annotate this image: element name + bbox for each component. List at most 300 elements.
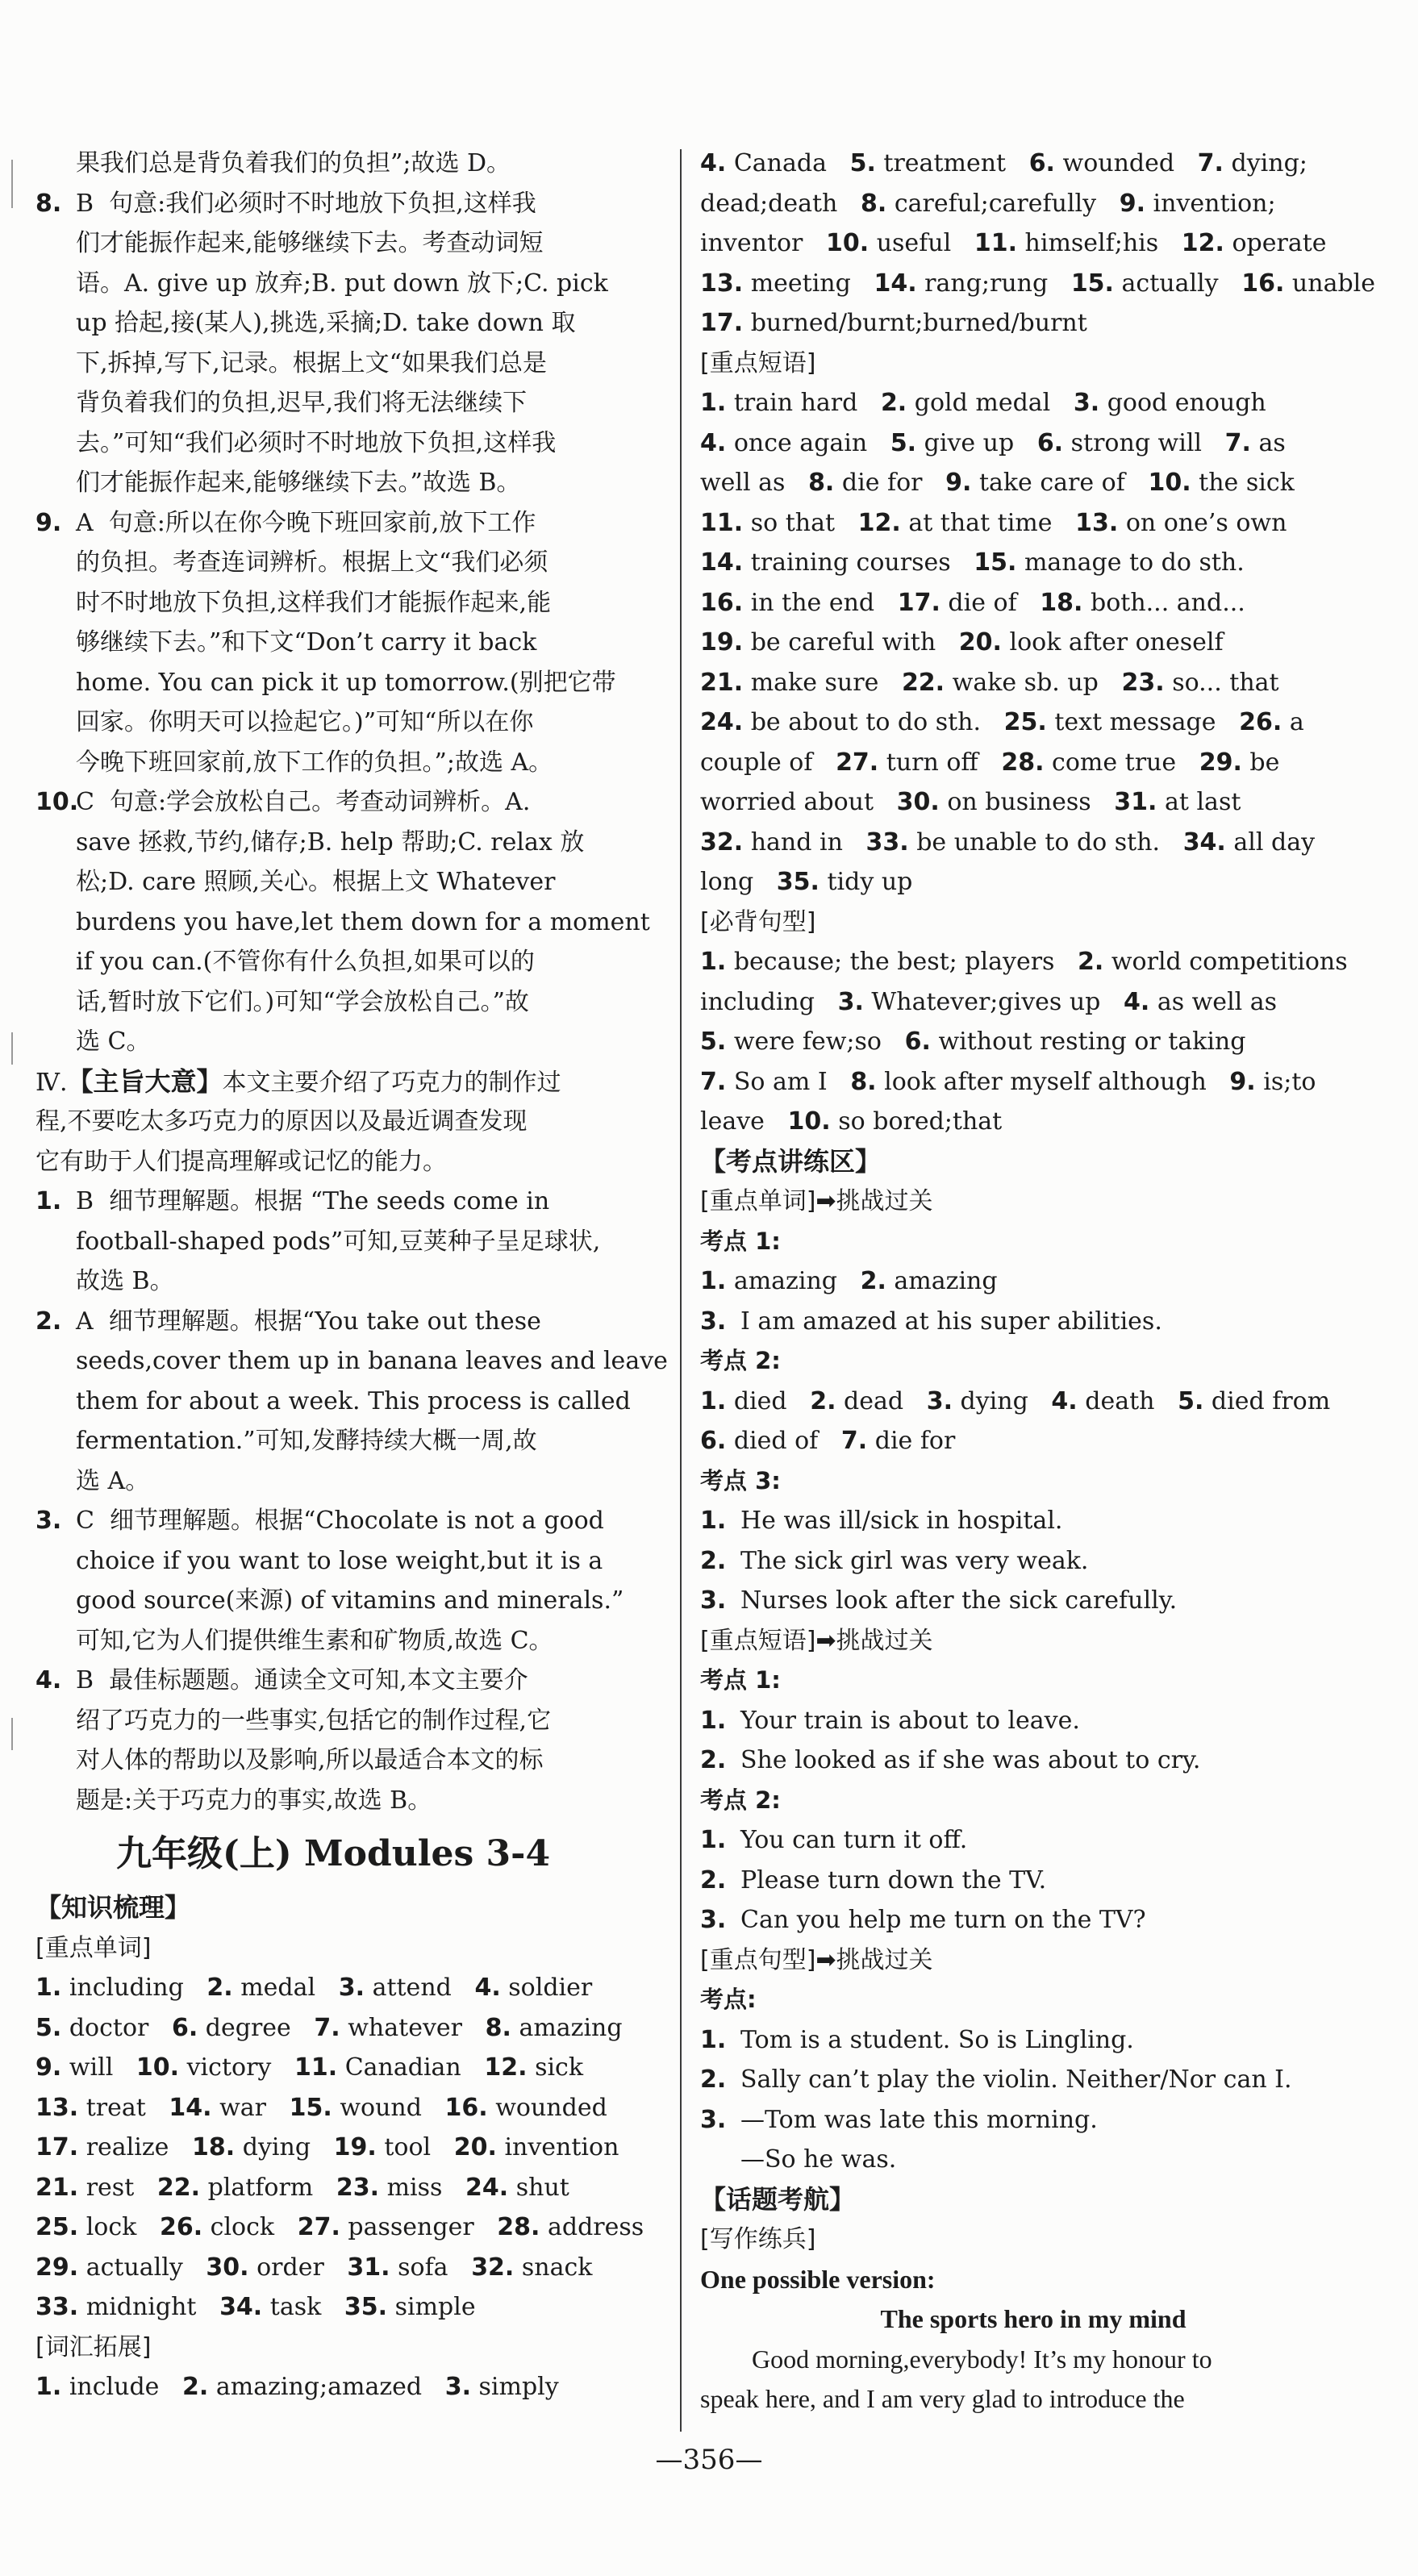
item-text: a xyxy=(1289,708,1304,736)
item-number: 31. xyxy=(1114,788,1157,816)
numbered-sentence xyxy=(700,1740,1366,1781)
subsection-heading: [重点短语] xyxy=(700,348,816,377)
item-text: invention; xyxy=(1153,189,1276,218)
item-text: Canada xyxy=(733,149,827,177)
item-text: soldier xyxy=(508,1974,593,2002)
item-text: died from xyxy=(1211,1386,1331,1415)
item-number: 3. xyxy=(700,2105,727,2134)
item-number: 23. xyxy=(1121,668,1165,697)
item-number: 3. xyxy=(837,987,864,1016)
item-text: as well as xyxy=(1157,987,1278,1016)
right-column xyxy=(700,144,1376,2420)
item-text: burned/burnt;burned/burnt xyxy=(750,309,1087,337)
item-number: 8. xyxy=(485,2013,511,2042)
item-number: 14. xyxy=(169,2093,212,2122)
item-text: Tom is a student. So is Lingling. xyxy=(740,2025,1134,2054)
test-point-label: 考点 2: xyxy=(700,1786,781,1814)
test-point-label: 考点 1: xyxy=(700,1666,781,1694)
module-title: 九年级(上) Modules 3-4 xyxy=(116,1833,551,1874)
item-number: 10. xyxy=(826,229,870,257)
numbered-sentence xyxy=(700,2100,1366,2140)
item-number: 6. xyxy=(171,2013,198,2042)
subsection-heading: [写作练兵] xyxy=(700,2225,816,2253)
item-number: 1. xyxy=(35,1974,62,2002)
column-divider xyxy=(680,149,682,2432)
item-number: 10. xyxy=(136,2053,180,2082)
item-number: 11. xyxy=(294,2053,338,2082)
edge-mark xyxy=(11,1718,13,1750)
item-number: 30. xyxy=(896,788,940,816)
item-text: rest xyxy=(85,2173,135,2202)
item-number: 30. xyxy=(206,2253,249,2282)
dialogue-reply: —So he was. xyxy=(740,2145,897,2174)
item-text: simple xyxy=(394,2293,476,2321)
item-number: 9. xyxy=(1119,189,1145,218)
item-number: 18. xyxy=(192,2133,236,2161)
item-text: amazing;amazed xyxy=(215,2373,423,2401)
key-phrases-list xyxy=(700,383,1366,902)
item-text: attend xyxy=(372,1974,452,2002)
item-text: include xyxy=(69,2373,160,2401)
item-text: So am I xyxy=(733,1067,828,1096)
item-number: 16. xyxy=(444,2093,488,2122)
item-text: so... that xyxy=(1172,668,1279,697)
item-text: unable xyxy=(1291,269,1376,298)
entry-line xyxy=(700,184,1366,224)
item-text: death xyxy=(1085,1386,1155,1415)
entry-line xyxy=(700,383,1366,423)
item-number: 3. xyxy=(444,2373,471,2401)
item-number: 18. xyxy=(1040,588,1083,617)
test-point-label: 考点 1: xyxy=(700,1227,781,1255)
item-number: 27. xyxy=(836,748,879,777)
essay-line: speak here, and I am very glad to introduce the xyxy=(700,2384,1185,2413)
item-text: himself;his xyxy=(1024,229,1159,257)
section-heading: 【话题考航】 xyxy=(700,2183,856,2215)
item-text: including xyxy=(700,987,815,1016)
version-label: One possible version: xyxy=(700,2264,936,2294)
edge-mark xyxy=(11,160,13,208)
essay-title: The sports hero in my mind xyxy=(880,2304,1187,2333)
item-number: 14. xyxy=(874,269,917,298)
item-number: 11. xyxy=(974,229,1017,257)
numbered-sentence xyxy=(700,1541,1366,1582)
item-number: 7. xyxy=(840,1427,868,1455)
item-text: Sally can’t play the violin. Neither/Nor can I. xyxy=(740,2065,1292,2094)
item-number: 5. xyxy=(35,2013,62,2042)
item-text: treatment xyxy=(883,149,1007,177)
vocab-extension-list xyxy=(700,144,1376,344)
item-text: amazing xyxy=(894,1267,998,1295)
subsection-heading: [重点单词] xyxy=(35,1933,152,1962)
section-heading: 【知识梳理】 xyxy=(35,1892,191,1923)
item-number: 6. xyxy=(700,1427,727,1455)
item-text: long xyxy=(700,868,754,896)
item-text: useful xyxy=(876,229,952,257)
item-text: leave xyxy=(700,1107,765,1136)
item-number: 20. xyxy=(453,2133,497,2161)
item-text: once again xyxy=(733,428,868,457)
item-text: gold medal xyxy=(914,389,1051,417)
item-number: 12. xyxy=(1181,229,1224,257)
entry-line xyxy=(700,862,1366,902)
item-number: 2. xyxy=(182,2373,209,2401)
item-number: 1. xyxy=(700,1386,727,1415)
item-number: 35. xyxy=(776,868,820,896)
item-text: degree xyxy=(205,2013,291,2042)
part-4-summary: Ⅳ.【主旨大意】本文主要介绍了巧克力的制作过 程,不要吃太多巧克力的原因以及最近调查发现 它有助于人们提高理解或记忆的能力。 xyxy=(35,1065,561,1176)
item-number: 13. xyxy=(1075,508,1119,537)
item-text: realize xyxy=(85,2133,169,2161)
item-number: 2. xyxy=(810,1386,836,1415)
item-number: 27. xyxy=(297,2213,340,2241)
answer-8: 8. B 句意:我们必须时不时地放下负担,这样我 们才能振作起来,能够继续下去。考查动词短 语。A. give up 放弃;B. put down 放下;C. pick up 拾起,接(某人),挑选,采摘;D. take down 取 下,拆掉,写下,记录。根据上文“如果我们总是 背负着我们的负担,迟早,我们将无法继续下 去。”可知“我们必须时不时地放下负担,这样我 们才能振作起来,能够继续下去。”故选 B。 xyxy=(35,189,608,497)
item-text: die for xyxy=(841,469,923,497)
item-text: Your train is about to leave. xyxy=(740,1706,1080,1735)
entry-line xyxy=(35,2287,673,2328)
item-text: wounded xyxy=(1062,149,1175,177)
item-text: both... and... xyxy=(1091,588,1245,617)
item-text: in the end xyxy=(750,588,875,617)
item-number: 9. xyxy=(1229,1067,1256,1096)
item-number: 3. xyxy=(700,1906,727,1934)
item-text: so that xyxy=(750,508,836,537)
item-text: look after myself although xyxy=(884,1067,1207,1096)
item-number: 4. xyxy=(1051,1386,1078,1415)
entry-line xyxy=(700,423,1366,464)
item-number: 5. xyxy=(700,1027,727,1056)
entry-line xyxy=(700,663,1366,703)
item-text: doctor xyxy=(69,2013,149,2042)
item-number: 32. xyxy=(700,827,744,857)
item-text: order xyxy=(256,2253,324,2282)
item-text: at that time xyxy=(908,508,1053,537)
item-text: dying xyxy=(960,1386,1028,1415)
item-number: 25. xyxy=(35,2213,79,2241)
item-number: 28. xyxy=(1001,748,1045,777)
item-text: wounded xyxy=(495,2093,607,2122)
item-text: on business xyxy=(947,788,1091,816)
item-text: Please turn down the TV. xyxy=(740,1865,1047,1894)
test-point-2-line xyxy=(700,1382,1366,1422)
entry-line xyxy=(700,543,1366,583)
entry-line xyxy=(700,1022,1366,1062)
numbered-sentence xyxy=(700,1701,1366,1741)
item-text: meeting xyxy=(750,269,851,298)
item-number: 29. xyxy=(1199,748,1242,777)
item-number: 12. xyxy=(484,2053,528,2082)
item-text: sick xyxy=(535,2053,584,2082)
item-text: so bored;that xyxy=(838,1107,1003,1136)
item-text: invention xyxy=(504,2133,619,2161)
item-text: treat xyxy=(85,2093,146,2122)
test-point-1-line xyxy=(700,1261,1366,1302)
item-number: 4. xyxy=(700,428,727,457)
entry-line xyxy=(700,503,1366,544)
item-text: were few;so xyxy=(733,1027,882,1056)
numbered-sentence xyxy=(700,1581,1366,1621)
item-text: war xyxy=(219,2093,267,2122)
item-number: 19. xyxy=(700,628,744,657)
item-text: Nurses look after the sick carefully. xyxy=(740,1586,1178,1615)
item-text: wound xyxy=(340,2093,422,2122)
item-number: 19. xyxy=(333,2133,377,2161)
item-text: look after oneself xyxy=(1009,628,1224,657)
item-text: Can you help me turn on the TV? xyxy=(740,1906,1146,1934)
item-number: 5. xyxy=(849,149,876,177)
numbered-sentence xyxy=(700,1820,1366,1861)
reading-answer-3: 3. C 细节理解题。根据“Chocolate is not a good choice if you want to lose weight,but it is a good source(来源) of vitamins and minerals.” 可知,它为人们提供维生素和矿物质,故选 C。 xyxy=(35,1507,624,1655)
item-text: actually xyxy=(1121,269,1219,298)
item-text: clock xyxy=(210,2213,275,2241)
item-text: die for xyxy=(874,1427,956,1455)
item-text: shut xyxy=(515,2173,569,2202)
numbered-sentence xyxy=(700,2020,1366,2061)
item-text: platform xyxy=(207,2173,314,2202)
item-number: 1. xyxy=(700,1706,727,1735)
item-text: The sick girl was very weak. xyxy=(740,1546,1089,1575)
item-number: 35. xyxy=(344,2293,388,2321)
edge-mark xyxy=(11,1032,13,1065)
item-text: medal xyxy=(240,1974,316,2002)
item-text: world competitions xyxy=(1111,948,1348,976)
subsection-heading: [重点句型]➡挑战过关 xyxy=(700,1945,933,1974)
item-text: task xyxy=(269,2293,322,2321)
vocab-extension-line xyxy=(35,2367,673,2407)
item-number: 22. xyxy=(901,668,945,697)
answer-10: 10.C 句意:学会放松自己。考查动词辨析。A. save 拯救,节约,储存;B. help 帮助;C. relax 放 松;D. care 照顾,关心。根据上文 Whatever burdens you have,let them down for a moment if you can.(不管你有什么负担,如果可以的 话,暂时放下它们。)可知“学会放松自己。”故 选 C。 xyxy=(35,788,650,1056)
item-number: 7. xyxy=(314,2013,340,2042)
item-text: be careful with xyxy=(750,628,936,657)
item-text: couple of xyxy=(700,748,813,777)
entry-line xyxy=(35,2128,673,2168)
item-number: 12. xyxy=(857,508,901,537)
item-text: train hard xyxy=(733,389,858,417)
item-text: dead xyxy=(844,1386,904,1415)
item-text: died of xyxy=(733,1427,819,1455)
item-text: Whatever;gives up xyxy=(871,987,1101,1016)
item-number: 1. xyxy=(700,1507,727,1535)
item-number: 26. xyxy=(159,2213,203,2241)
item-number: 24. xyxy=(465,2173,509,2202)
test-point-label: 考点 3: xyxy=(700,1466,781,1494)
reading-answer-4: 4. B 最佳标题题。通读全文可知,本文主要介 绍了巧克力的一些事实,包括它的制作过程,它 对人体的帮助以及影响,所以最适合本文的标 题是:关于巧克力的事实,故选 B。 xyxy=(35,1666,552,1815)
item-number: 2. xyxy=(700,1546,727,1575)
item-number: 2. xyxy=(880,389,907,417)
item-text: turn off xyxy=(886,748,978,777)
item-number: 1. xyxy=(700,2025,727,2054)
item-number: 8. xyxy=(861,189,887,218)
item-text: address xyxy=(548,2213,644,2241)
item-number: 29. xyxy=(35,2253,79,2282)
item-text: training courses xyxy=(750,548,951,577)
item-number: 2. xyxy=(1078,948,1104,976)
item-text: dying xyxy=(242,2133,311,2161)
item-text: the sick xyxy=(1199,469,1295,497)
entry-line xyxy=(700,463,1366,503)
entry-line xyxy=(700,702,1366,743)
item-text: be xyxy=(1249,748,1280,777)
item-number: 11. xyxy=(700,508,744,537)
test-point-3-lines xyxy=(700,1501,1366,1621)
item-text: on one’s own xyxy=(1125,508,1287,537)
item-number: 23. xyxy=(336,2173,380,2202)
item-number: 9. xyxy=(945,469,972,497)
item-number: 6. xyxy=(1036,428,1064,457)
item-number: 31. xyxy=(347,2253,390,2282)
entry-line xyxy=(35,1968,673,2008)
item-text: passenger xyxy=(348,2213,474,2241)
item-text: He was ill/sick in hospital. xyxy=(740,1507,1063,1535)
item-number: 33. xyxy=(35,2293,79,2321)
item-number: 2. xyxy=(700,1865,727,1894)
item-number: 1. xyxy=(700,389,727,417)
item-number: 2. xyxy=(700,2065,727,2094)
item-text: —Tom was late this morning. xyxy=(740,2105,1098,2134)
entry-line xyxy=(700,303,1366,344)
item-number: 17. xyxy=(700,309,744,337)
entry-line xyxy=(700,1102,1366,1142)
item-text: because; the best; players xyxy=(733,948,1055,976)
page-number: —356— xyxy=(655,2444,763,2476)
item-text: strong will xyxy=(1070,428,1203,457)
item-number: 34. xyxy=(1182,827,1226,857)
item-number: 13. xyxy=(35,2093,79,2122)
entry-line xyxy=(700,583,1366,623)
numbered-sentence xyxy=(700,1501,1366,1541)
item-number: 2. xyxy=(860,1267,886,1295)
entry-line xyxy=(35,2207,673,2248)
item-text: at last xyxy=(1164,788,1241,816)
item-text: text message xyxy=(1054,708,1216,736)
section-heading: 【考点讲练区】 xyxy=(700,1145,882,1177)
left-column xyxy=(35,144,673,2407)
item-text: whatever xyxy=(348,2013,462,2042)
item-text: inventor xyxy=(700,229,803,257)
item-text: died xyxy=(733,1386,787,1415)
item-number: 17. xyxy=(35,2133,79,2161)
item-number: 1. xyxy=(700,948,727,976)
item-text: dying; xyxy=(1231,149,1307,177)
item-text: hand in xyxy=(750,827,843,857)
entry-line xyxy=(700,982,1366,1023)
item-number: 9. xyxy=(35,2053,62,2082)
item-number: 1. xyxy=(35,2373,62,2401)
item-number: 5. xyxy=(890,428,917,457)
item-text: careful;carefully xyxy=(894,189,1097,218)
item-number: 3. xyxy=(700,1586,727,1615)
item-text: tool xyxy=(384,2133,432,2161)
item-text: simply xyxy=(478,2373,559,2401)
item-text: She looked as if she was about to cry. xyxy=(740,1746,1201,1774)
item-number: 26. xyxy=(1239,708,1282,736)
item-text: operate xyxy=(1232,229,1327,257)
item-number: 10. xyxy=(1148,469,1191,497)
key-sentences-list xyxy=(700,942,1366,1142)
item-text: make sure xyxy=(750,668,879,697)
item-text: come true xyxy=(1052,748,1177,777)
item-text: take care of xyxy=(978,469,1125,497)
item-number: 5. xyxy=(1178,1386,1204,1415)
entry-line xyxy=(35,2248,673,2288)
entry-line xyxy=(700,1421,1366,1461)
item-text: as xyxy=(1258,428,1286,457)
item-text: die of xyxy=(948,588,1017,617)
item-text: midnight xyxy=(85,2293,197,2321)
item-number: 16. xyxy=(1241,269,1285,298)
sentence-test-point-lines xyxy=(700,2020,1366,2140)
item-number: 24. xyxy=(700,708,744,736)
item-number: 1. xyxy=(700,1826,727,1854)
item-text: wake sb. up xyxy=(952,668,1099,697)
entry-line xyxy=(700,264,1376,304)
test-point-1-sentence: 3. I am amazed at his super abilities. xyxy=(700,1307,1162,1336)
reading-answer-2: 2. A 细节理解题。根据“You take out these seeds,cover them up in banana leaves and leave them for about a week. This process is called fermentation.”可知,发酵持续大概一周,故 选 A。 xyxy=(35,1307,668,1495)
entry-line xyxy=(35,2367,673,2407)
item-number: 7. xyxy=(1197,149,1224,177)
item-number: 6. xyxy=(1028,149,1055,177)
item-number: 2. xyxy=(700,1746,727,1774)
essay-line: Good morning,everybody! It’s my honour to xyxy=(752,2344,1212,2374)
item-number: 28. xyxy=(497,2213,540,2241)
key-words-list xyxy=(35,1968,673,2328)
item-number: 10. xyxy=(787,1107,831,1136)
subsection-heading: [重点单词]➡挑战过关 xyxy=(700,1187,933,1215)
item-number: 4. xyxy=(1123,987,1150,1016)
test-point-2-line xyxy=(700,1421,1366,1461)
numbered-sentence xyxy=(700,1900,1366,1940)
item-text: worried about xyxy=(700,788,874,816)
item-number: 8. xyxy=(808,469,835,497)
item-text: including xyxy=(69,1974,184,2002)
item-text: will xyxy=(69,2053,114,2082)
item-text: amazing xyxy=(733,1267,837,1295)
item-number: 34. xyxy=(219,2293,263,2321)
item-number: 32. xyxy=(471,2253,515,2282)
numbered-sentence xyxy=(700,2060,1366,2100)
item-number: 15. xyxy=(289,2093,332,2122)
item-number: 1. xyxy=(700,1267,727,1295)
item-number: 21. xyxy=(35,2173,79,2202)
entry-line xyxy=(700,823,1366,863)
item-text: be about to do sth. xyxy=(750,708,982,736)
entry-line xyxy=(35,2088,673,2128)
item-text: You can turn it off. xyxy=(740,1826,968,1854)
phrase-test-point-1-lines xyxy=(700,1701,1366,1781)
item-text: lock xyxy=(85,2213,137,2241)
item-text: tidy up xyxy=(827,868,913,896)
test-point-label: 考点 2: xyxy=(700,1347,781,1374)
item-number: 17. xyxy=(897,588,940,617)
item-number: 4. xyxy=(474,1974,501,2002)
item-number: 22. xyxy=(156,2173,201,2202)
item-text: dead;death xyxy=(700,189,838,218)
subsection-heading: [必背句型] xyxy=(700,907,816,936)
entry-line xyxy=(700,1062,1366,1103)
item-text: snack xyxy=(521,2253,593,2282)
item-text: sofa xyxy=(398,2253,448,2282)
item-text: is;to xyxy=(1263,1067,1316,1096)
item-number: 7. xyxy=(700,1067,727,1096)
item-number: 3. xyxy=(1073,389,1100,417)
entry-line xyxy=(700,1261,1366,1302)
phrase-test-point-2-lines xyxy=(700,1820,1366,1940)
answer-7-continued: 果我们总是背负着我们的负担”;故选 D。 xyxy=(76,149,511,177)
item-text: without resting or taking xyxy=(938,1027,1246,1056)
entry-line xyxy=(700,144,1366,184)
item-number: 2. xyxy=(206,1974,233,2002)
item-number: 25. xyxy=(1003,708,1047,736)
